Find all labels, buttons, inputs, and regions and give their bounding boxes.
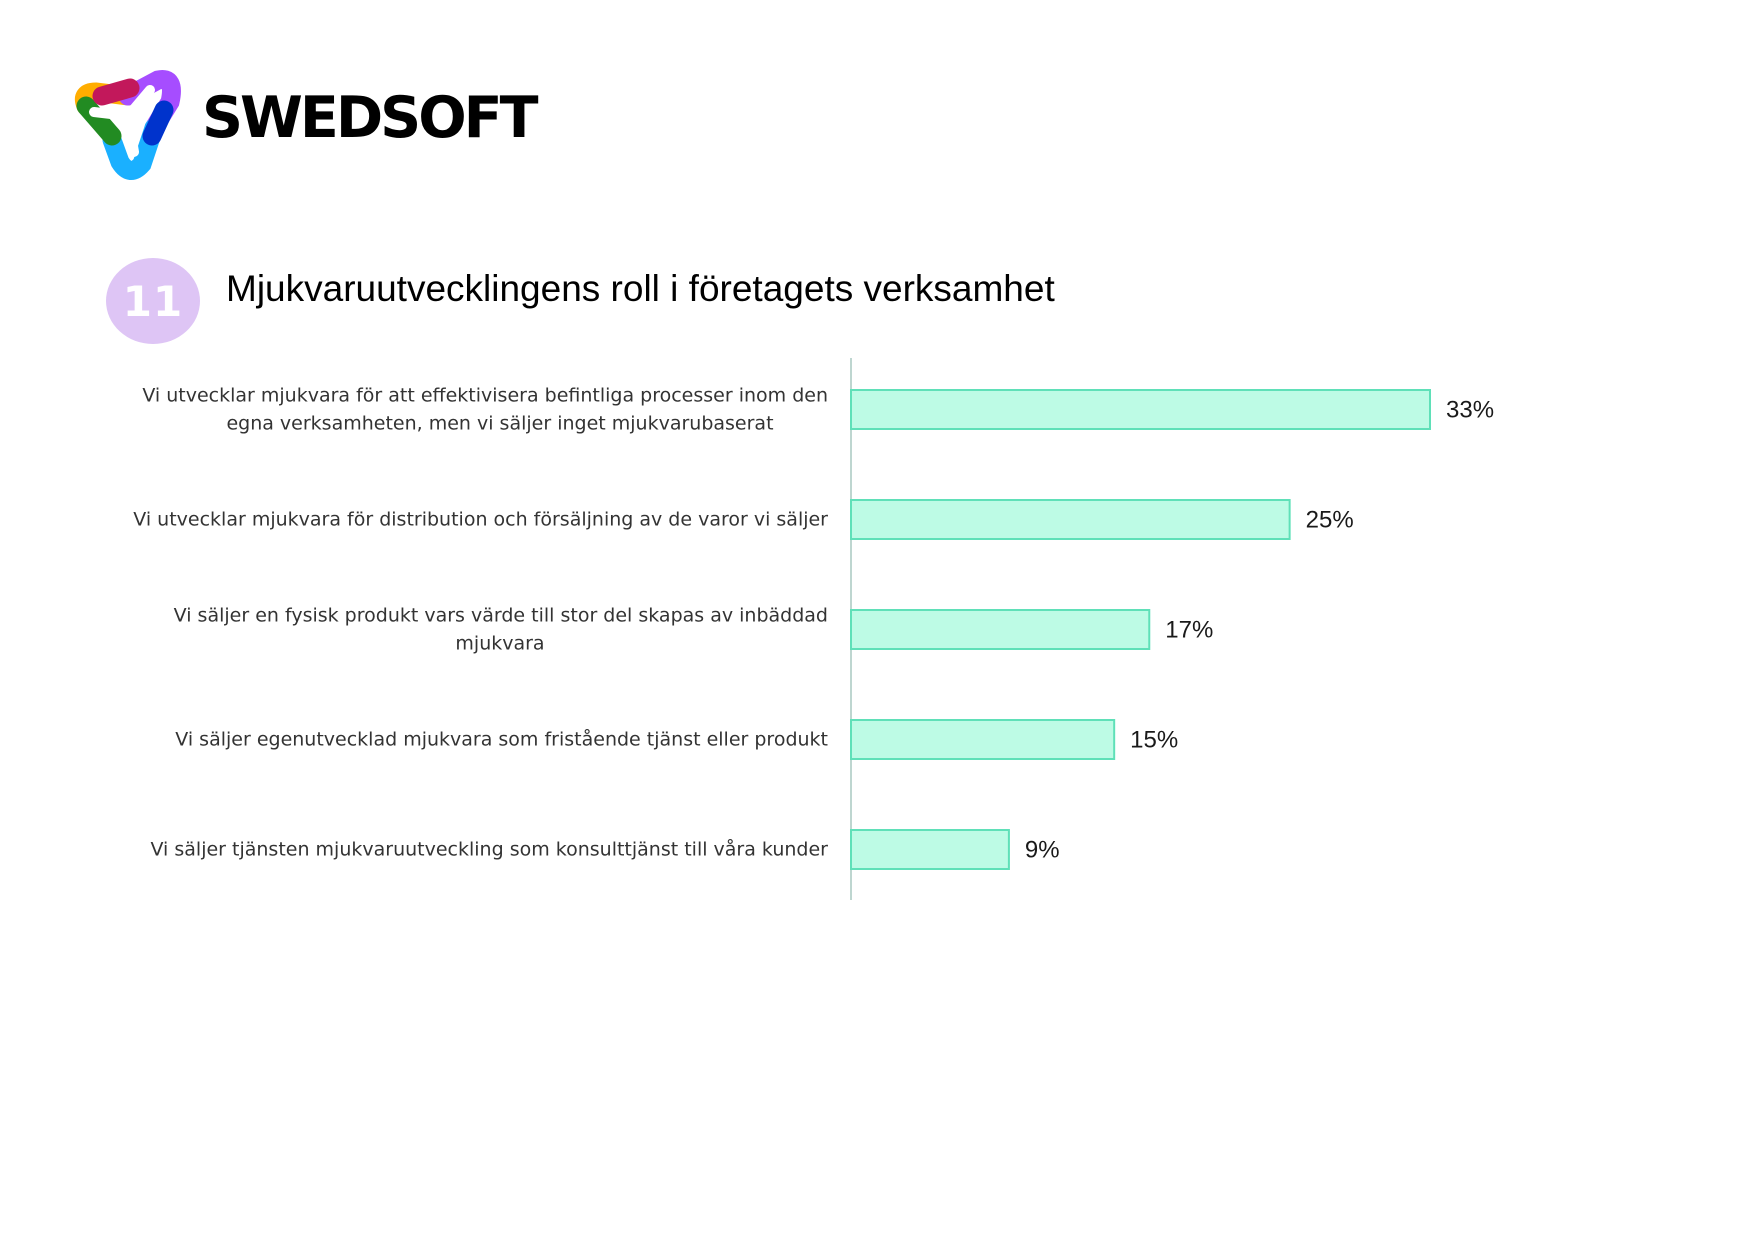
value-label-4: 15% [1130,726,1179,754]
value-label-2: 25% [1305,506,1354,534]
value-label-1: 33% [1446,396,1495,424]
bar-4 [851,720,1114,759]
value-label-3: 17% [1165,616,1214,644]
category-label-4: Vi säljer egenutvecklad mjukvara som fristående tjänst eller produkt [175,728,828,751]
category-label-3-line-1: Vi säljer en fysisk produkt vars värde till stor del skapas av inbäddad [173,604,828,627]
category-label-5: Vi säljer tjänsten mjukvaruutveckling som konsulttjänst till våra kunder [150,838,828,861]
chart-title: Mjukvaruutvecklingens roll i företagets verksamhet [226,268,1055,309]
bar-1 [851,390,1430,429]
value-label-5: 9% [1024,836,1060,864]
bar-5 [851,830,1009,869]
brand-name: SWEDSOFT [202,85,536,151]
category-label-1-line-1: Vi utvecklar mjukvara för att effektivisera befintliga processer inom den [142,384,828,407]
figure-number: 11 [122,276,184,326]
bar-3 [851,610,1149,649]
category-label-2: Vi utvecklar mjukvara för distribution och försäljning av de varor vi säljer [133,508,828,531]
category-label-3-line-2: mjukvara [455,632,545,655]
bar-2 [851,500,1290,539]
category-label-1-line-2: egna verksamheten, men vi säljer inget mjukvarubaserat [226,412,774,435]
